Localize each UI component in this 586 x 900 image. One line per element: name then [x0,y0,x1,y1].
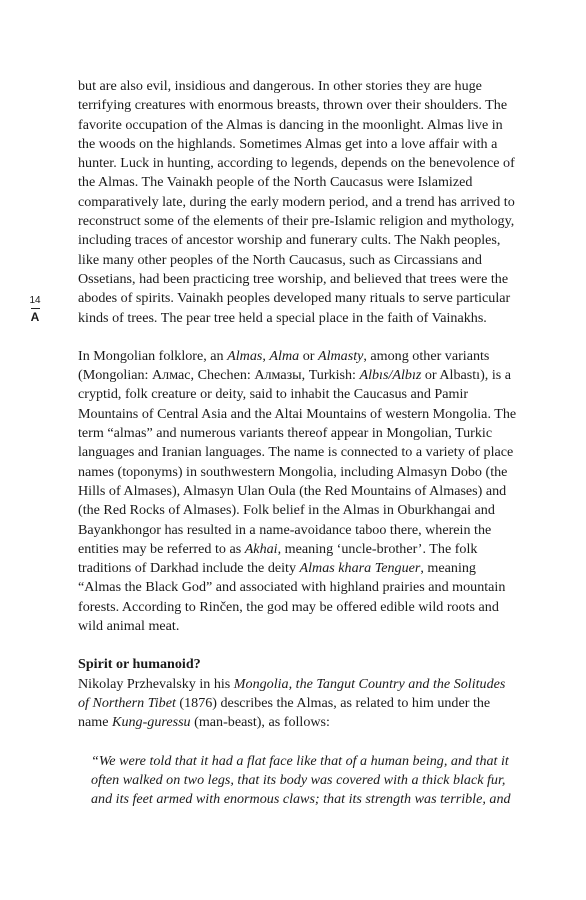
italic-run: Kung-guressu [112,714,191,731]
italic-run: Akhai [244,540,278,557]
text-run: , [262,347,270,364]
paragraph-1 [78,77,518,328]
text-run: Nikolay Przhevalsky in his [78,675,234,692]
italic-run: Almas [227,347,263,364]
text-run: or Albastı), is a cryptid, folk creature or deity, said to inhabit the Caucasus and Pamir Mountains of Central Asia and the Altai Mountains of western Mongolia. The term “almas” and numerous variants thereof appear in Mongolian, Turkic languages and Iranian languages. The name is connected to a variety of place names (toponyms) in southwestern Mongolia, including Almasyn Dobo (the Hills of Almases), Almasyn Ulan Oula (the Red Mountains of Almases) and (the Red Rocks of Almases). Folk belief in the Almas in Oburkhangai and Bayankhongor has resulted in a name-avoidance taboo there, wherein the entities may be referred to as [78,367,517,557]
text-run: (1876) describes the Almas, as related to him under the name [78,694,491,731]
page-marker [27,295,43,324]
paragraph-3 [78,675,518,733]
italic-run: Almasty [317,347,364,364]
block-quote: “We were told that it had a flat face like that of a human being, and that it often walked on two legs, that its body was covered with a thick black fur, and its feet armed with enormous claws; that its strength was terrible, and [91,752,511,808]
text-run: In Mongolian folklore, an [78,347,228,364]
text-run: , meaning “Almas the Black God” and associated with highland prairies and mountain forests. According to Rinčen, the god may be offered edible wild roots and wild animal meat. [78,560,506,635]
page-body [78,77,518,809]
page-number: 14 [29,295,41,306]
italic-run: Mongolia, the Tangut Country and the Solitudes of Northern Tibet [78,675,506,711]
text-run: , meaning ‘uncle-brother’. The folk traditions of Darkhad include the deity [78,540,478,577]
paragraph-2 [78,347,518,636]
text-run: but are also evil, insidious and dangerous. In other stories they are huge terrifying creatures with enormous breasts, thrown over their shoulders. The favorite occupation of the Almas is dancing in the moonlight. Almas live in the woods on the highlands. Sometimes Almas get into a love affair with a hunter. Luck in hunting, according to legends, depends on the benevolence of the Almas. The Vainakh people of the North Caucasus were Islamized comparatively late, during the early modern period, and a trend has arrived to reconstruct some of the elements of their pre-Islamic religion and mythology, including traces of ancestor worship and funerary cults. The Nakh peoples, like many other peoples of the North Caucasus, such as Circassians and Ossetians, had been practicing tree worship, and believed that trees were the abodes of spirits. Vainakh peoples developed many rituals to serve particular kinds of trees. The pear tree held a special place in the faith of Vainakhs. [78,78,515,326]
text-run: or [299,347,318,364]
marker-rule [31,308,40,309]
section-letter: A [30,310,40,324]
text-run: (man-beast), as follows: [190,714,330,731]
text-run: , among other variants (Mongolian: Алмас, Chechen: Алмазы, Turkish: [78,347,490,384]
italic-run: Alma [269,347,300,364]
section-heading: Spirit or humanoid? [78,656,201,673]
italic-run: Albıs/Albız [359,367,422,384]
italic-run: Almas khara Tenguer [299,560,421,577]
